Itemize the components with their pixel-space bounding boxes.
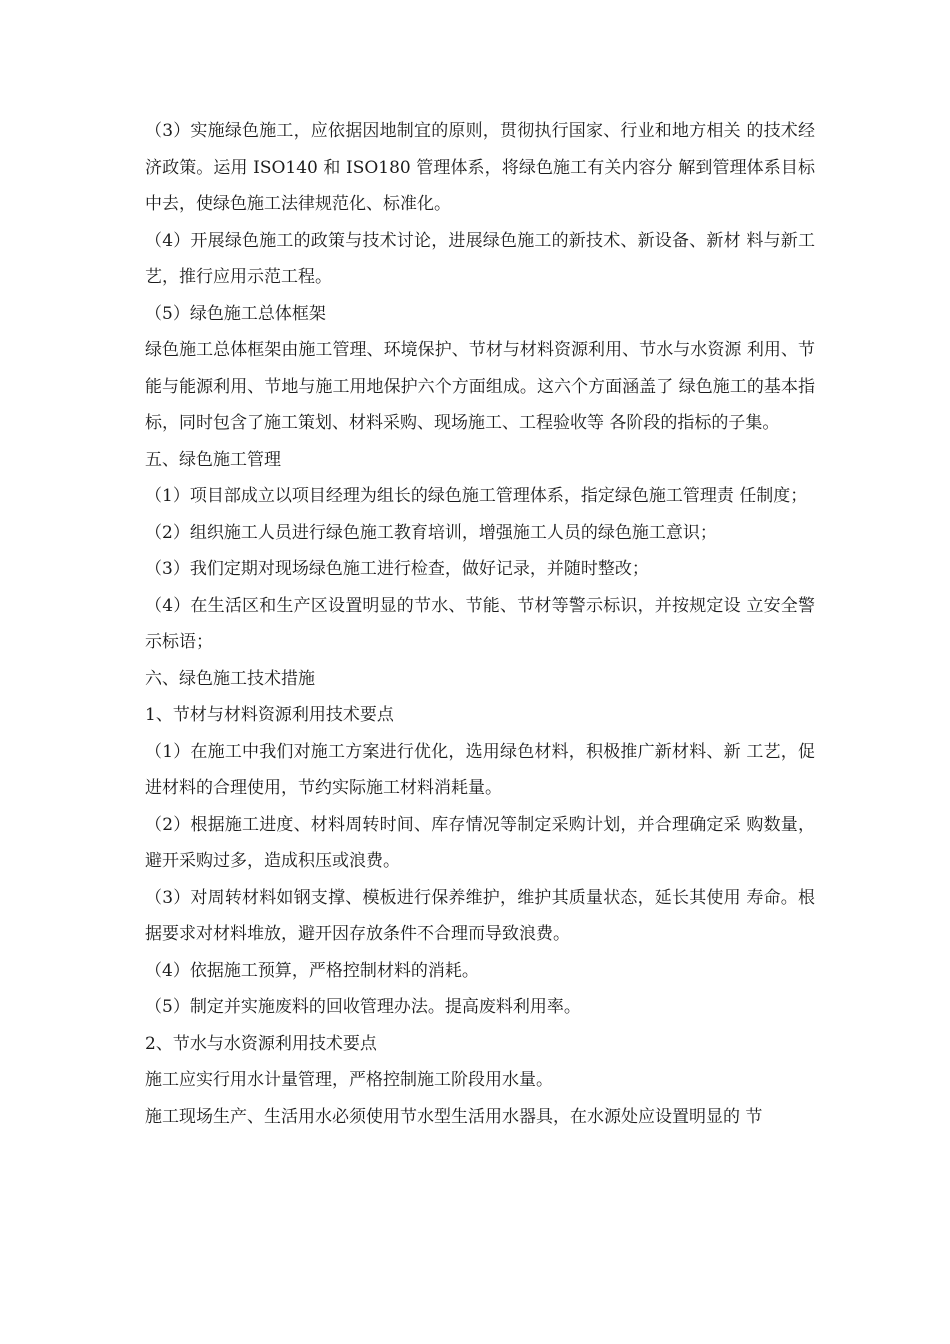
section-heading-management: 五、绿色施工管理 bbox=[145, 449, 281, 470]
paragraph-green-construction-policy: （3）实施绿色施工，应依据因地制宜的原则，贯彻执行国家、行业和地方相关 的技术经济政策。运用 ISO140 和 ISO180 管理体系，将绿色施工有关内容分 解到管理体系目标中去，使绿色施工法律规范化、标准化。 bbox=[145, 121, 815, 214]
section-heading-technical-measures: 六、绿色施工技术措施 bbox=[145, 668, 315, 689]
paragraph-turnover-materials: （3）对周转材料如钢支撑、模板进行保养维护，维护其质量状态，延长其使用 寿命。根据要求对材料堆放，避开因存放条件不合理而导致浪费。 bbox=[145, 887, 815, 944]
paragraph-technology-discussion: （4）开展绿色施工的政策与技术讨论，进展绿色施工的新技术、新设备、新材 料与新工艺，推行应用示范工程。 bbox=[145, 230, 815, 287]
paragraph-water-metering: 施工应实行用水计量管理，严格控制施工阶段用水量。 bbox=[145, 1070, 553, 1090]
subsection-heading-water: 2、节水与水资源利用技术要点 bbox=[145, 1033, 377, 1054]
paragraph-management-system: （1）项目部成立以项目经理为组长的绿色施工管理体系，指定绿色施工管理责 任制度； bbox=[145, 486, 808, 506]
paragraph-materials-optimization: （1）在施工中我们对施工方案进行优化，选用绿色材料，积极推广新材料、新 工艺，促进材料的合理使用，节约实际施工材料消耗量。 bbox=[145, 741, 815, 798]
paragraph-training: （2）组织施工人员进行绿色施工教育培训，增强施工人员的绿色施工意识； bbox=[145, 522, 717, 543]
paragraph-waste-recycling: （5）制定并实施废料的回收管理办法。提高废料利用率。 bbox=[145, 997, 581, 1017]
document-body bbox=[145, 113, 815, 1135]
paragraph-water-saving-fixtures: 施工现场生产、生活用水必须使用节水型生活用水器具，在水源处应设置明显的 节 bbox=[145, 1106, 763, 1127]
paragraph-warning-signs: （4）在生活区和生产区设置明显的节水、节能、节材等警示标识，并按规定设 立安全警示标语； bbox=[145, 595, 815, 652]
paragraph-budget-control: （4）依据施工预算，严格控制材料的消耗。 bbox=[145, 960, 479, 981]
subsection-heading-materials: 1、节材与材料资源利用技术要点 bbox=[145, 705, 394, 725]
paragraph-inspection: （3）我们定期对现场绿色施工进行检查，做好记录，并随时整改； bbox=[145, 559, 649, 579]
paragraph-framework-description: 绿色施工总体框架由施工管理、环境保护、节材与材料资源利用、节水与水资源 利用、节能与能源利用、节地与施工用地保护六个方面组成。这六个方面涵盖了 绿色施工的基本指标，同时包含了施工策划、材料采购、现场施工、工程验收等 各阶段的指标的子集。 bbox=[145, 340, 815, 433]
paragraph-procurement-plan: （2）根据施工进度、材料周转时间、库存情况等制定采购计划，并合理确定采 购数量，避开采购过多，造成积压或浪费。 bbox=[145, 814, 815, 871]
paragraph-framework-title: （5）绿色施工总体框架 bbox=[145, 303, 326, 324]
